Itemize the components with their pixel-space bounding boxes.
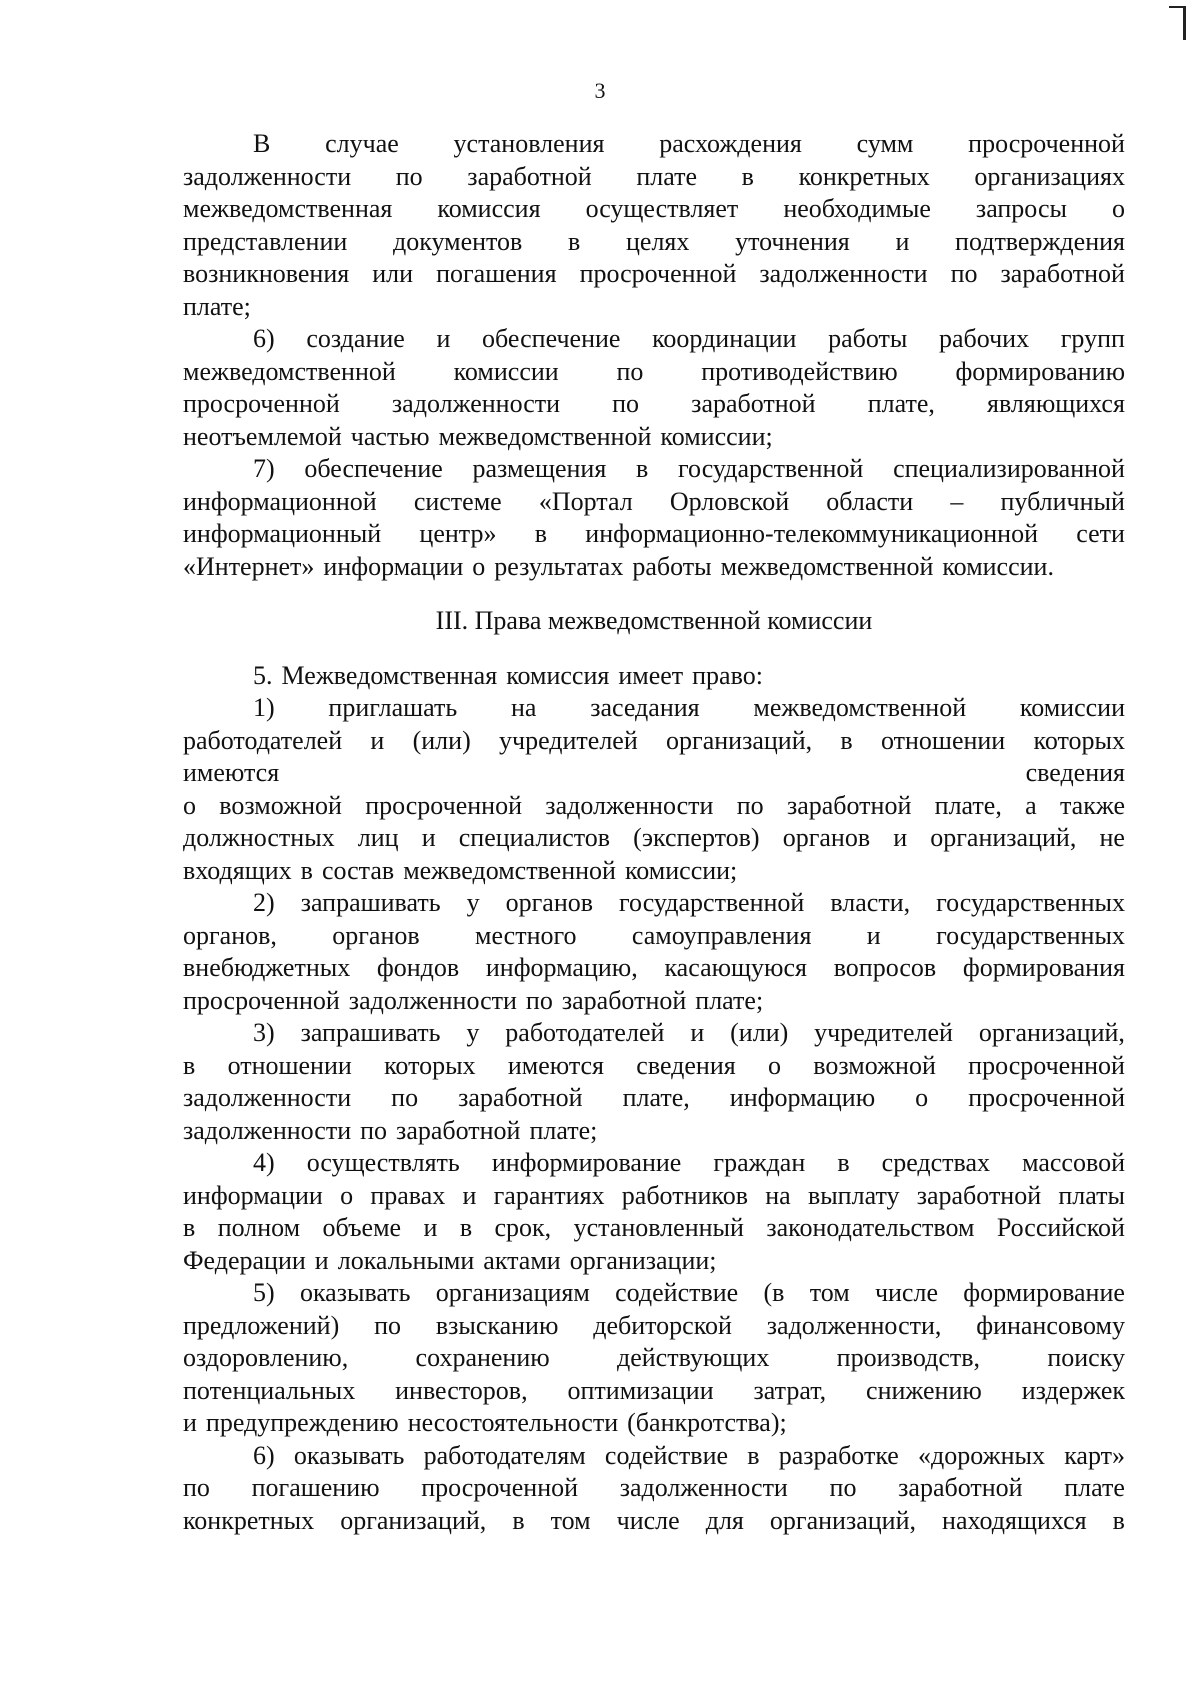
margin-mark [1183, 6, 1186, 40]
text-line: В случае установления расхождения сумм просроченной [253, 129, 1125, 158]
text-line: о возможной просроченной задолженности по заработной плате, а также [183, 790, 1125, 820]
text-line: Федерации и локальными актами организации; [183, 1245, 717, 1275]
text-line: «Интернет» информации о результатах работы межведомственной комиссии. [183, 551, 1054, 581]
text-line: оздоровлению, сохранению действующих производств, поиску [183, 1343, 1125, 1372]
page-number: 3 [594, 78, 606, 103]
text-line: в полном объеме и в срок, установленный законодательством Российской [183, 1213, 1125, 1242]
text-line: 7) обеспечение размещения в государственной специализированной [253, 454, 1125, 483]
text-line: межведомственная комиссия осуществляет необходимые запросы о [183, 194, 1125, 223]
text-line: 1) приглашать на заседания межведомственной комиссии [253, 693, 1125, 722]
text-line: 5. Межведомственная комиссия имеет право: [253, 660, 763, 690]
paragraph [183, 660, 1125, 693]
text-line: внебюджетных фондов информацию, касающуюся вопросов формирования [183, 953, 1125, 982]
text-line: задолженности по заработной плате в конкретных организациях [183, 161, 1125, 191]
paragraph [183, 1277, 1125, 1440]
text-line: 4) осуществлять информирование граждан в средствах массовой [253, 1148, 1125, 1177]
paragraph [183, 453, 1125, 583]
text-line: и предупреждению несостоятельности (банкротства); [183, 1408, 787, 1437]
text-line: задолженности по заработной плате; [183, 1115, 598, 1145]
text-line: неотъемлемой частью межведомственной комиссии; [183, 421, 773, 451]
text-line: входящих в состав межведомственной комиссии; [183, 855, 738, 885]
text-line: 2) запрашивать у органов государственной власти, государственных [253, 888, 1125, 917]
text-line: задолженности по заработной плате, информацию о просроченной [183, 1083, 1125, 1112]
text-line: органов, органов местного самоуправления и государственных [183, 920, 1125, 950]
text-line: работодателей и (или) учредителей организаций, в отношении которых [183, 725, 1125, 755]
document-body [183, 128, 1125, 1537]
text-line: просроченной задолженности по заработной плате; [183, 985, 764, 1015]
text-line: представлении документов в целях уточнения и подтверждения [183, 226, 1125, 256]
section-heading: III. Права межведомственной комиссии [435, 606, 873, 635]
text-line: информации о правах и гарантиях работников на выплату заработной платы [183, 1180, 1125, 1210]
text-line: информационной системе «Портал Орловской области – публичный [183, 486, 1125, 516]
text-line: в отношении которых имеются сведения о возможной просроченной [183, 1050, 1125, 1080]
text-line: возникновения или погашения просроченной задолженности по заработной [183, 259, 1125, 288]
text-line: 6) оказывать работодателям содействие в разработке «дорожных карт» [253, 1440, 1125, 1470]
text-line: должностных лиц и специалистов (экспертов) органов и организаций, не [183, 823, 1125, 852]
text-line: 3) запрашивать у работодателей и (или) учредителей организаций, [253, 1018, 1125, 1047]
paragraph [183, 1017, 1125, 1147]
paragraph [183, 1440, 1125, 1538]
text-line: 5) оказывать организациям содействие (в том числе формирование [253, 1278, 1125, 1307]
text-line: имеются сведения [183, 758, 1125, 787]
paragraph [183, 692, 1125, 887]
text-line: межведомственной комиссии по противодействию формированию [183, 356, 1125, 386]
text-line: конкретных организаций, в том числе для организаций, находящихся в [183, 1505, 1125, 1535]
text-line: потенциальных инвесторов, оптимизации затрат, снижению издержек [183, 1375, 1125, 1405]
paragraph [183, 128, 1125, 323]
paragraph [183, 323, 1125, 453]
text-line: информационный центр» в информационно-телекоммуникационной сети [183, 519, 1125, 548]
text-line: 6) создание и обеспечение координации работы рабочих групп [253, 324, 1125, 353]
text-line: по погашению просроченной задолженности по заработной плате [183, 1473, 1125, 1502]
text-line: просроченной задолженности по заработной плате, являющихся [183, 389, 1125, 418]
paragraph [183, 887, 1125, 1017]
text-line: плате; [183, 291, 251, 321]
paragraph [183, 1147, 1125, 1277]
text-line: предложений) по взысканию дебиторской задолженности, финансовому [183, 1310, 1125, 1340]
